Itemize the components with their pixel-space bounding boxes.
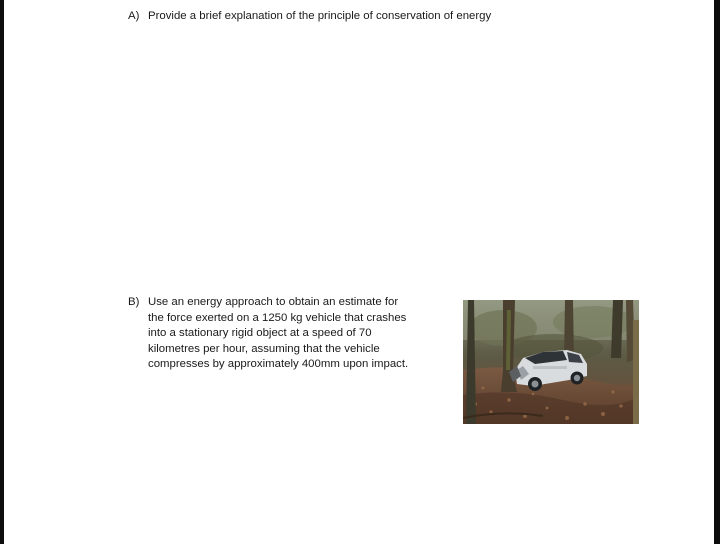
question-b-text: Use an energy approach to obtain an estimate for the force exerted on a 1250 kg vehicle that crashes into a stationary rigid object at a speed of 70 kilometres per hour, assuming that the vehicle compresses by approximately 400mm upon impact. [148, 296, 409, 370]
crashed-car-photo [463, 300, 639, 424]
question-a-text: Provide a brief explanation of the principle of conservation of energy [148, 10, 492, 22]
left-edge-border [0, 0, 4, 544]
question-b [128, 295, 458, 373]
question-a-label: A) [128, 10, 140, 22]
right-edge-border [714, 0, 720, 544]
question-a [128, 9, 491, 25]
question-b-label: B) [128, 296, 140, 308]
